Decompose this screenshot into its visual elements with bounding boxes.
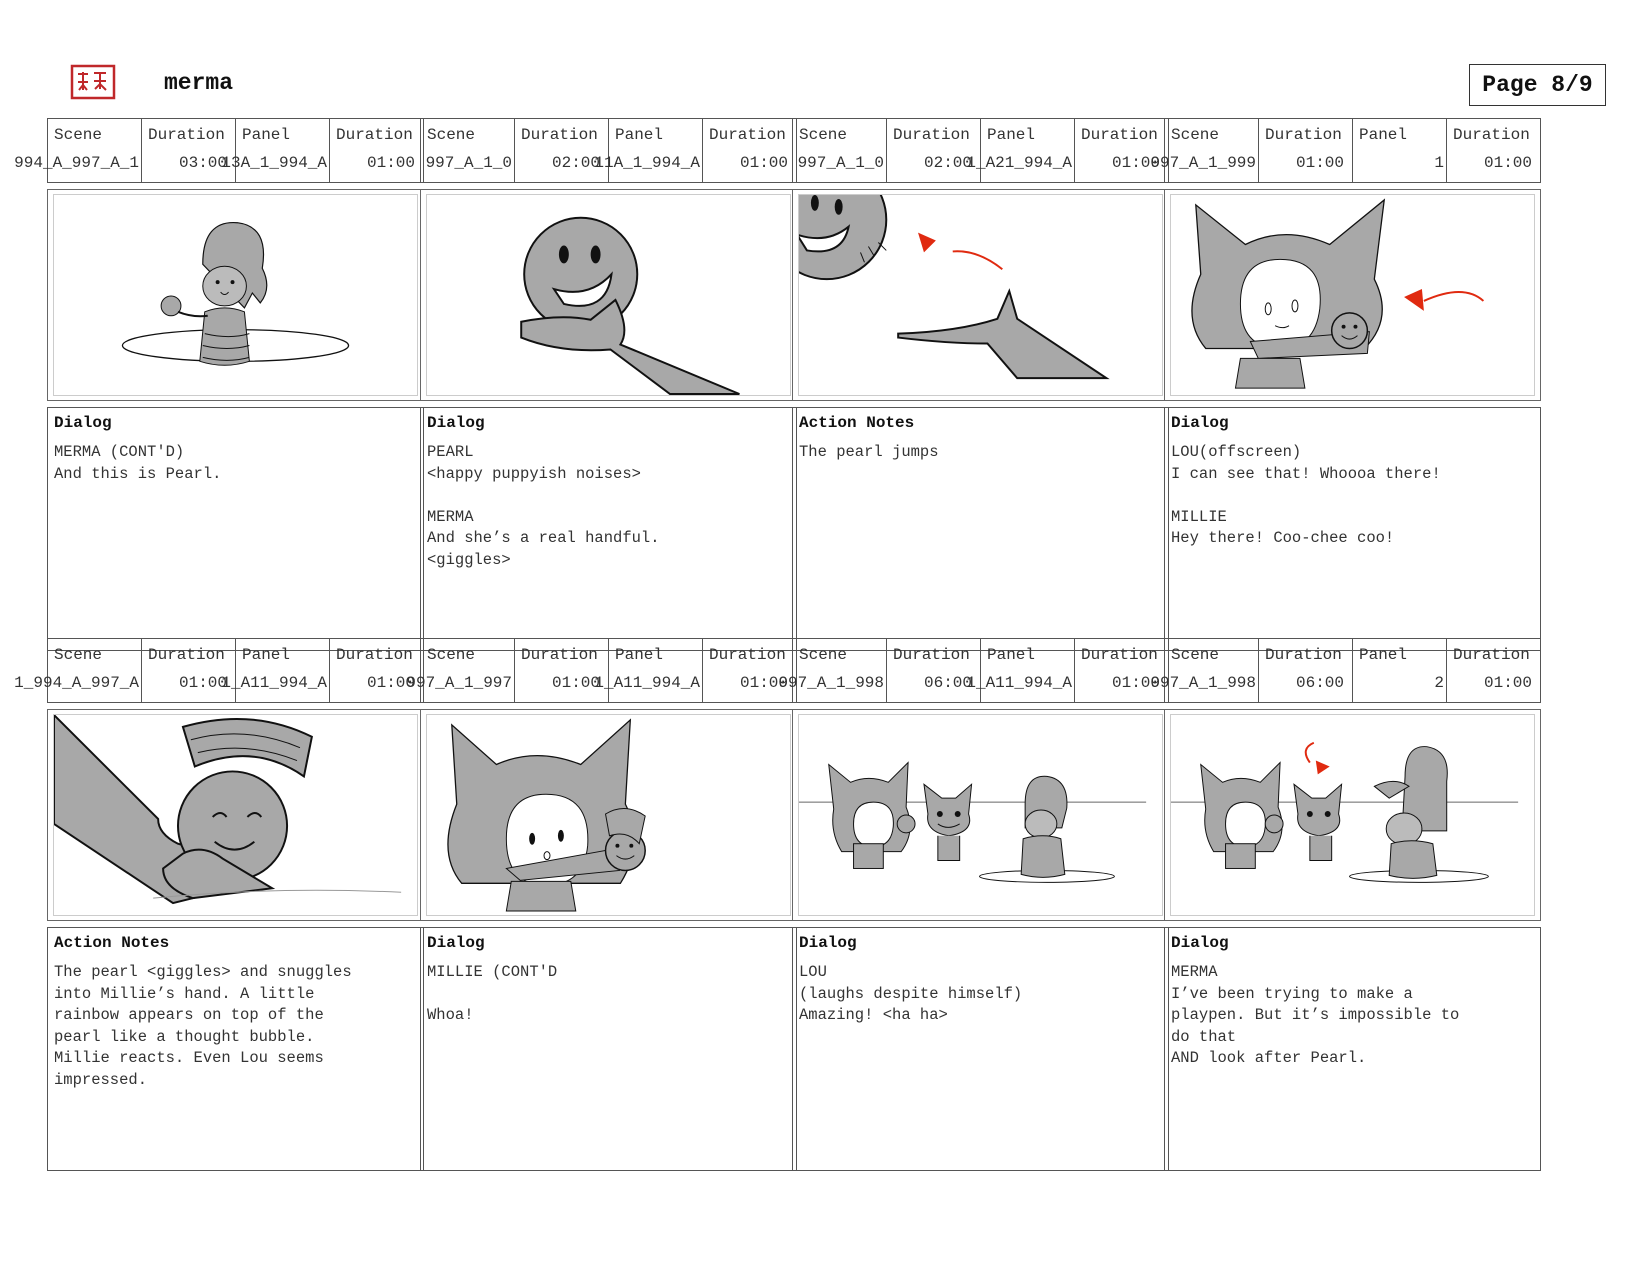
panel-metadata <box>1150 638 1541 703</box>
notes-title: Dialog <box>427 934 485 952</box>
scene-header: Scene <box>799 646 848 664</box>
panel-duration-header: Duration <box>709 646 786 664</box>
duration-header: Duration <box>148 126 225 144</box>
pearl-rainbow-closeup-icon <box>54 715 417 915</box>
pearl-jumps-icon <box>799 195 1162 395</box>
panel-duration-value: 01:00 <box>366 674 415 692</box>
scene-value: 997_A_1_0 <box>797 154 884 172</box>
duration-header: Duration <box>1265 646 1342 664</box>
project-title: merma <box>164 70 234 96</box>
notes-title: Dialog <box>1171 934 1229 952</box>
panel-metadata <box>420 118 797 183</box>
panel-metadata <box>14 638 424 703</box>
panel-duration-value: 01:00 <box>1111 674 1160 692</box>
scene-header: Scene <box>54 126 103 144</box>
panel-metadata <box>792 118 1169 183</box>
panel-header: Panel <box>1359 126 1408 144</box>
page-number: Page 8/9 <box>1469 64 1606 106</box>
duration-value: 02:00 <box>551 154 600 172</box>
storyboard-sketch <box>420 709 797 921</box>
scene-value: 997_A_1_999 <box>1150 154 1256 172</box>
panel-header: Panel <box>987 646 1036 664</box>
panel-metadata <box>406 638 797 703</box>
panel-header: Panel <box>615 646 664 664</box>
scene-header: Scene <box>54 646 103 664</box>
group-merma-leans-icon <box>1171 715 1534 915</box>
panel-duration-header: Duration <box>709 126 786 144</box>
scene-header: Scene <box>427 126 476 144</box>
panel-metadata <box>1150 118 1541 183</box>
panel-duration-value: 01:00 <box>739 154 788 172</box>
storyboard-sketch <box>47 709 424 921</box>
panel-header: Panel <box>1359 646 1408 664</box>
panel-duration-header: Duration <box>1453 646 1530 664</box>
panel-duration-header: Duration <box>1081 126 1158 144</box>
notes-text: MERMA I’ve been trying to make a playpen. But it’s impossible to do that AND look after Pearl. <box>1171 963 1460 1068</box>
duration-header: Duration <box>893 646 970 664</box>
panel-header: Panel <box>242 646 291 664</box>
storyboard-sketch <box>792 709 1169 921</box>
notes-text: LOU (laughs despite himself) Amazing! <ha ha> <box>799 963 1023 1025</box>
duration-value: 06:00 <box>923 674 972 692</box>
notes-box <box>792 407 1169 651</box>
duration-header: Duration <box>893 126 970 144</box>
notes-text: The pearl <giggles> and snuggles into Millie’s hand. A little rainbow appears on top of the pearl like a thought bubble. Millie reacts. Even Lou seems impressed. <box>54 963 352 1089</box>
notes-title: Dialog <box>799 934 857 952</box>
notes-box <box>47 927 424 1171</box>
panel-duration-header: Duration <box>1081 646 1158 664</box>
storyboard-sketch <box>47 189 424 401</box>
panel-header: Panel <box>987 126 1036 144</box>
panel-duration-value: 01:00 <box>366 154 415 172</box>
duration-value: 02:00 <box>923 154 972 172</box>
duration-value: 03:00 <box>178 154 227 172</box>
panel-duration-header: Duration <box>336 646 413 664</box>
scene-header: Scene <box>799 126 848 144</box>
panel-duration-value: 01:00 <box>739 674 788 692</box>
notes-text: PEARL <happy puppyish noises> MERMA And she’s a real handful. <giggles> <box>427 443 660 569</box>
duration-value: 06:00 <box>1295 674 1344 692</box>
panel-duration-header: Duration <box>336 126 413 144</box>
duration-value: 01:00 <box>1295 154 1344 172</box>
notes-title: Dialog <box>427 414 485 432</box>
scene-value: 997_A_1_998 <box>778 674 884 692</box>
panel-value: 13A_1_994_A <box>221 154 327 172</box>
panel-header: Panel <box>615 126 664 144</box>
scene-value: 997_A_1_0 <box>425 154 512 172</box>
panel-value: 2 <box>1434 674 1444 692</box>
notes-title: Dialog <box>1171 414 1229 432</box>
notes-text: The pearl jumps <box>799 443 939 461</box>
panel-duration-value: 01:00 <box>1483 674 1532 692</box>
notes-box <box>1164 407 1541 651</box>
panel-duration-header: Duration <box>1453 126 1530 144</box>
panel-metadata <box>14 118 424 183</box>
scene-header: Scene <box>427 646 476 664</box>
red-stamp-logo-icon <box>70 64 116 100</box>
duration-value: 01:00 <box>551 674 600 692</box>
panel-value: 1_A11_994_A <box>966 674 1072 692</box>
group-wide-shot-icon <box>799 715 1162 915</box>
panel-value: 1_A11_994_A <box>221 674 327 692</box>
panel-header: Panel <box>242 126 291 144</box>
notes-box <box>47 407 424 651</box>
scene-header: Scene <box>1171 646 1220 664</box>
notes-text: MERMA (CONT'D) And this is Pearl. <box>54 443 222 483</box>
millie-whoa-icon <box>427 715 790 915</box>
duration-header: Duration <box>521 126 598 144</box>
panel-value: 1_A11_994_A <box>594 674 700 692</box>
duration-header: Duration <box>1265 126 1342 144</box>
storyboard-sketch <box>1164 189 1541 401</box>
panel-value: 11A_1_994_A <box>594 154 700 172</box>
panel-value: 1 <box>1434 154 1444 172</box>
scene-value: 1_994_A_997_A <box>14 674 139 692</box>
duration-header: Duration <box>148 646 225 664</box>
panel-duration-value: 01:00 <box>1111 154 1160 172</box>
notes-box <box>420 927 797 1171</box>
notes-box <box>792 927 1169 1171</box>
notes-box <box>420 407 797 651</box>
storyboard-sketch <box>420 189 797 401</box>
panel-value: 1_A21_994_A <box>966 154 1072 172</box>
notes-title: Action Notes <box>799 414 915 432</box>
notes-box <box>1164 927 1541 1171</box>
millie-catches-pearl-icon <box>1171 195 1534 395</box>
panel-duration-value: 01:00 <box>1483 154 1532 172</box>
pearl-in-hand-icon <box>427 195 790 395</box>
notes-text: MILLIE (CONT'D Whoa! <box>427 963 558 1025</box>
notes-title: Dialog <box>54 414 112 432</box>
panel-metadata <box>778 638 1169 703</box>
notes-text: LOU(offscreen) I can see that! Whoooa there! MILLIE Hey there! Coo-chee coo! <box>1171 443 1441 548</box>
duration-header: Duration <box>521 646 598 664</box>
scene-value: 997_A_1_997 <box>406 674 512 692</box>
scene-header: Scene <box>1171 126 1220 144</box>
storyboard-sketch <box>792 189 1169 401</box>
storyboard-sketch <box>1164 709 1541 921</box>
scene-value: 994_A_997_A_1 <box>14 154 139 172</box>
scene-value: 997_A_1_998 <box>1150 674 1256 692</box>
duration-value: 01:00 <box>178 674 227 692</box>
merma-holding-pearl-icon <box>54 195 417 395</box>
notes-title: Action Notes <box>54 934 170 952</box>
